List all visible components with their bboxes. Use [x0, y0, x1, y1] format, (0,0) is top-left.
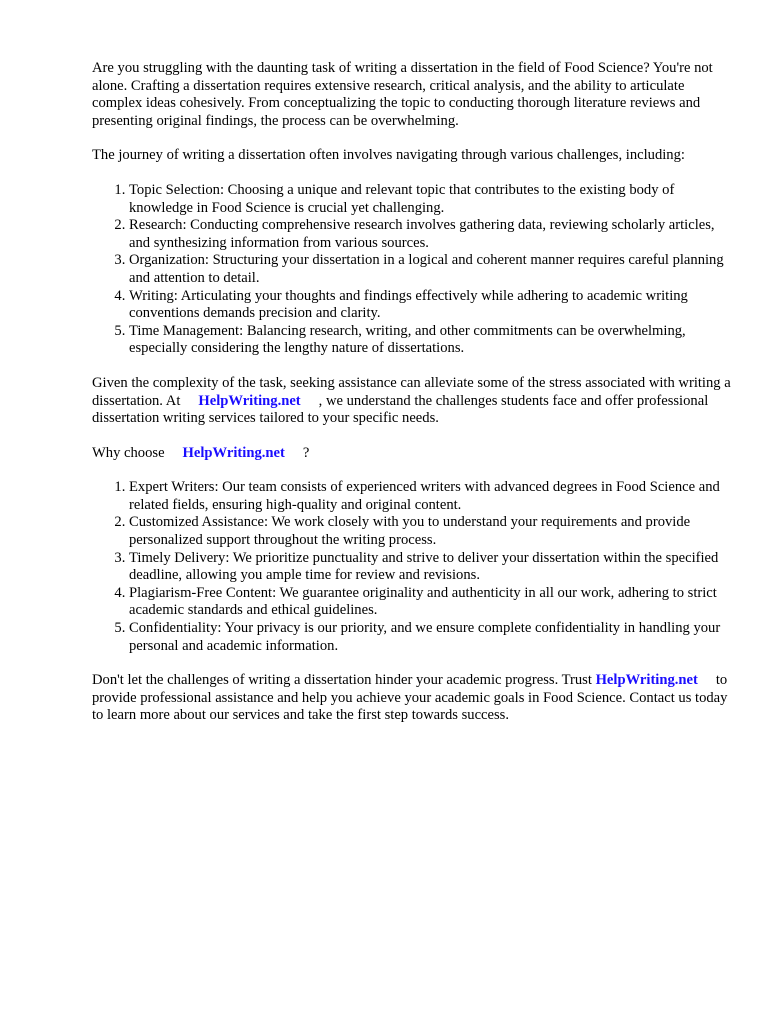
- list-item: 1. Expert Writers: Our team consists of experienced writers with advanced degrees in Food Science and related fields, ensuring high-quality and original content.: [129, 479, 732, 514]
- assist-text-after: , we understand the challenges students face and offer professional dissertation writing services tailored to your specific needs.: [92, 392, 709, 427]
- intro-paragraph: Are you struggling with the daunting task of writing a dissertation in the field of Food Science? You're not alone. Crafting a dissertation requires extensive research, critical analysis, and the ability to articulate complex ideas cohesively. From conceptualizing the topic to conducting thorough literature reviews and presenting original findings, the process can be overwhelming.: [92, 60, 713, 129]
- helpwriting-link[interactable]: HelpWriting.net: [595, 672, 698, 689]
- challenges-list: [92, 182, 732, 358]
- list-item: 3. Timely Delivery: We prioritize punctuality and strive to deliver your dissertation within the specified deadline, allowing you ample time for review and revisions.: [129, 550, 732, 585]
- document-page: [92, 60, 732, 742]
- closing-text-after: to provide professional assistance and help you achieve your academic goals in Food Science. Contact us today to learn more about our services and take the first step towards success.: [92, 672, 728, 724]
- helpwriting-link[interactable]: HelpWriting.net: [198, 392, 301, 409]
- list-item: 5. Confidentiality: Your privacy is our priority, and we ensure complete confidentiality in handling your personal and academic information.: [129, 620, 732, 655]
- list-item: 1. Topic Selection: Choosing a unique and relevant topic that contributes to the existing body of knowledge in Food Science is crucial yet challenging.: [129, 182, 732, 217]
- assist-text-before: Given the complexity of the task, seeking assistance can alleviate some of the stress associated with writing a dissertation. At: [92, 374, 731, 409]
- why-text-after: ?: [302, 444, 310, 461]
- closing-text-before: Don't let the challenges of writing a dissertation hinder your academic progress. Trust: [92, 672, 592, 689]
- why-choose-line: [92, 445, 732, 463]
- list-item: 4. Writing: Articulating your thoughts and findings effectively while adhering to academic writing conventions demands precision and clarity.: [129, 288, 732, 323]
- why-text-before: Why choose: [92, 444, 165, 461]
- closing-paragraph: [92, 672, 732, 725]
- assist-paragraph: [92, 375, 732, 428]
- list-item: 2. Customized Assistance: We work closely with you to understand your requirements and provide personalized support throughout the writing process.: [129, 514, 732, 549]
- list-item: 4. Plagiarism-Free Content: We guarantee originality and authenticity in all our work, adhering to strict academic standards and ethical guidelines.: [129, 585, 732, 620]
- reasons-list: [92, 479, 732, 655]
- helpwriting-link[interactable]: HelpWriting.net: [182, 444, 285, 461]
- challenges-intro: The journey of writing a dissertation often involves navigating through various challenges, including:: [92, 147, 685, 164]
- list-item: 2. Research: Conducting comprehensive research involves gathering data, reviewing scholarly articles, and synthesizing information from various sources.: [129, 217, 732, 252]
- list-item: 3. Organization: Structuring your dissertation in a logical and coherent manner requires careful planning and attention to detail.: [129, 252, 732, 287]
- list-item: 5. Time Management: Balancing research, writing, and other commitments can be overwhelming, especially considering the lengthy nature of dissertations.: [129, 323, 732, 358]
